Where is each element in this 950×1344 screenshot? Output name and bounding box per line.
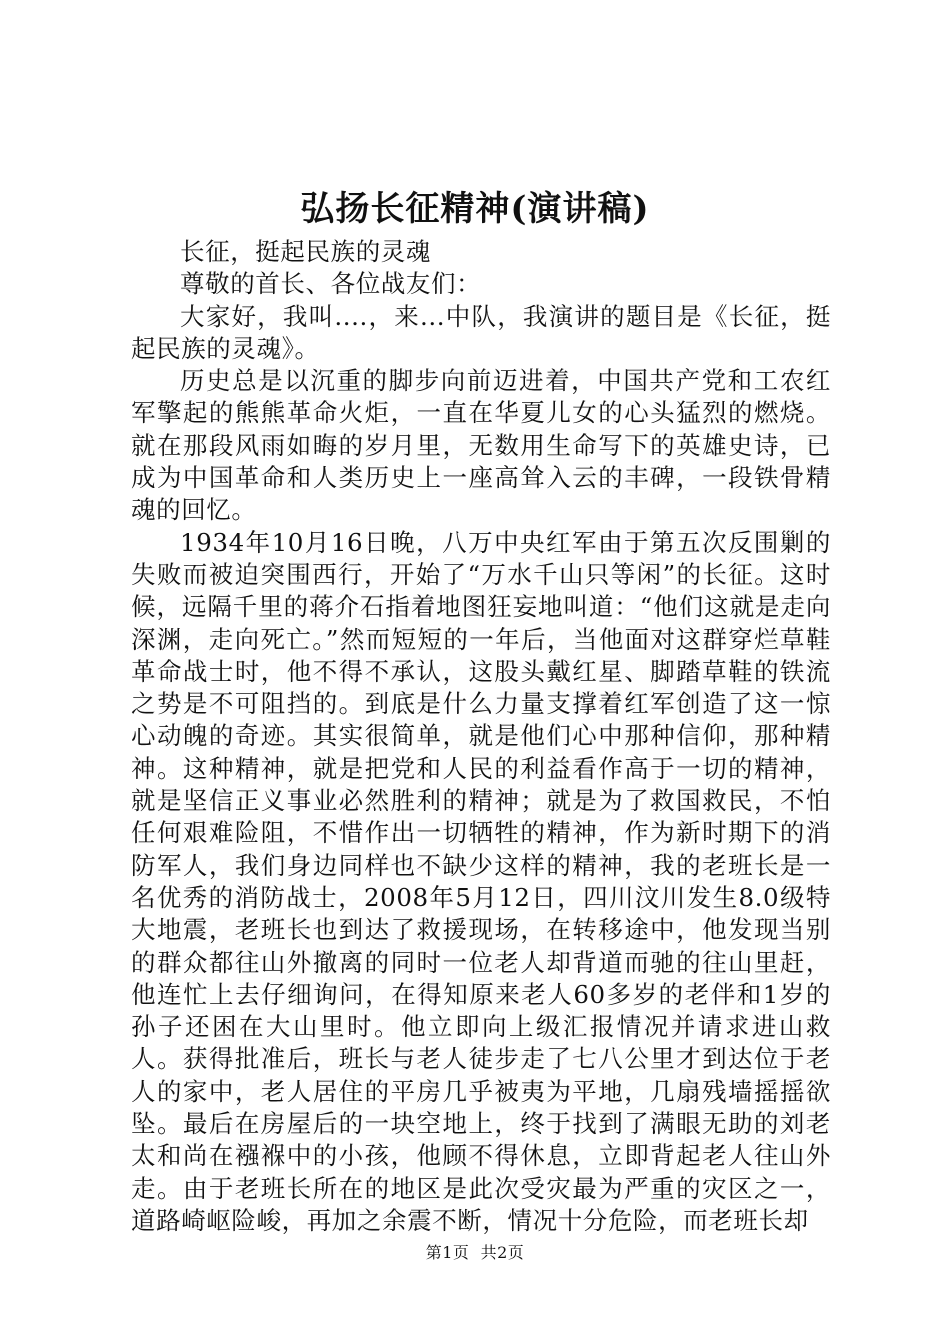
paragraph-salutation: 尊敬的首长、各位战友们：: [180, 269, 482, 299]
page-number: 第1页: [425, 1243, 470, 1262]
paragraph-subtitle: 长征，挺起民族的灵魂: [180, 237, 431, 266]
paragraph-history: 历史总是以沉重的脚步向前迈进着，中国共产党和工农红军擎起的熊熊革命火炬，一直在华夏儿女的心头猛烈的燃烧。就在那段风雨如晦的岁月里，无数用生命写下的英雄史诗，已成为中国革命和人类历史上一座高耸入云的丰碑，一段铁骨精魂的回忆。: [131, 366, 831, 525]
document-body: [131, 236, 831, 1237]
page-footer: [0, 1241, 950, 1265]
paragraph-intro: 大家好，我叫....，来...中队，我演讲的题目是《长征，挺起民族的灵魂》。: [131, 301, 831, 363]
document-title: 弘扬长征精神(演讲稿): [300, 189, 650, 229]
page-total: 共2页: [480, 1243, 525, 1262]
paragraph-long-march: 1934年10月16日晚，八万中央红军由于第五次反围剿的失败而被迫突围西行，开始了“万水千山只等闲”的长征。这时候，远隔千里的蒋介石指着地图狂妄地叫道：“他们这就是走向深渊，走向死亡。”然而短短的一年后，当他面对这群穿烂草鞋革命战士时，他不得不承认，这股头戴红星、脚踏草鞋的铁流之势是不可阻挡的。到底是什么力量支撑着红军创造了这一惊心动魄的奇迹。其实很简单，就是他们心中那种信仰，那种精神。这种精神，就是把党和人民的利益看作高于一切的精神，就是坚信正义事业必然胜利的精神；就是为了救国救民，不怕任何艰难险阻，不惜作出一切牺牲的精神，作为新时期下的消防军人，我们身边同样也不缺少这样的精神，我的老班长是一名优秀的消防战士，2008年5月12日，四川汶川发生8.0级特大地震，老班长也到达了救援现场，在转移途中，他发现当别的群众都往山外撤离的同时一位老人却背道而驰的往山里赶，他连忙上去仔细询问，在得知原来老人60多岁的老伴和1岁的孙子还困在大山里时。他立即向上级汇报情况并请求进山救人。获得批准后，班长与老人徒步走了七八公里才到达位于老人的家中，老人居住的平房几乎被夷为平地，几扇残墙摇摇欲坠。最后在房屋后的一块空地上，终于找到了满眼无助的刘老太和尚在襁褓中的小孩，他顾不得休息，立即背起老人往山外走。由于老班长所在的地区是此次受灾最为严重的灾区之一，道路崎岖险峻，再加之余震不断，情况十分危险，而老班长却: [131, 527, 831, 1235]
